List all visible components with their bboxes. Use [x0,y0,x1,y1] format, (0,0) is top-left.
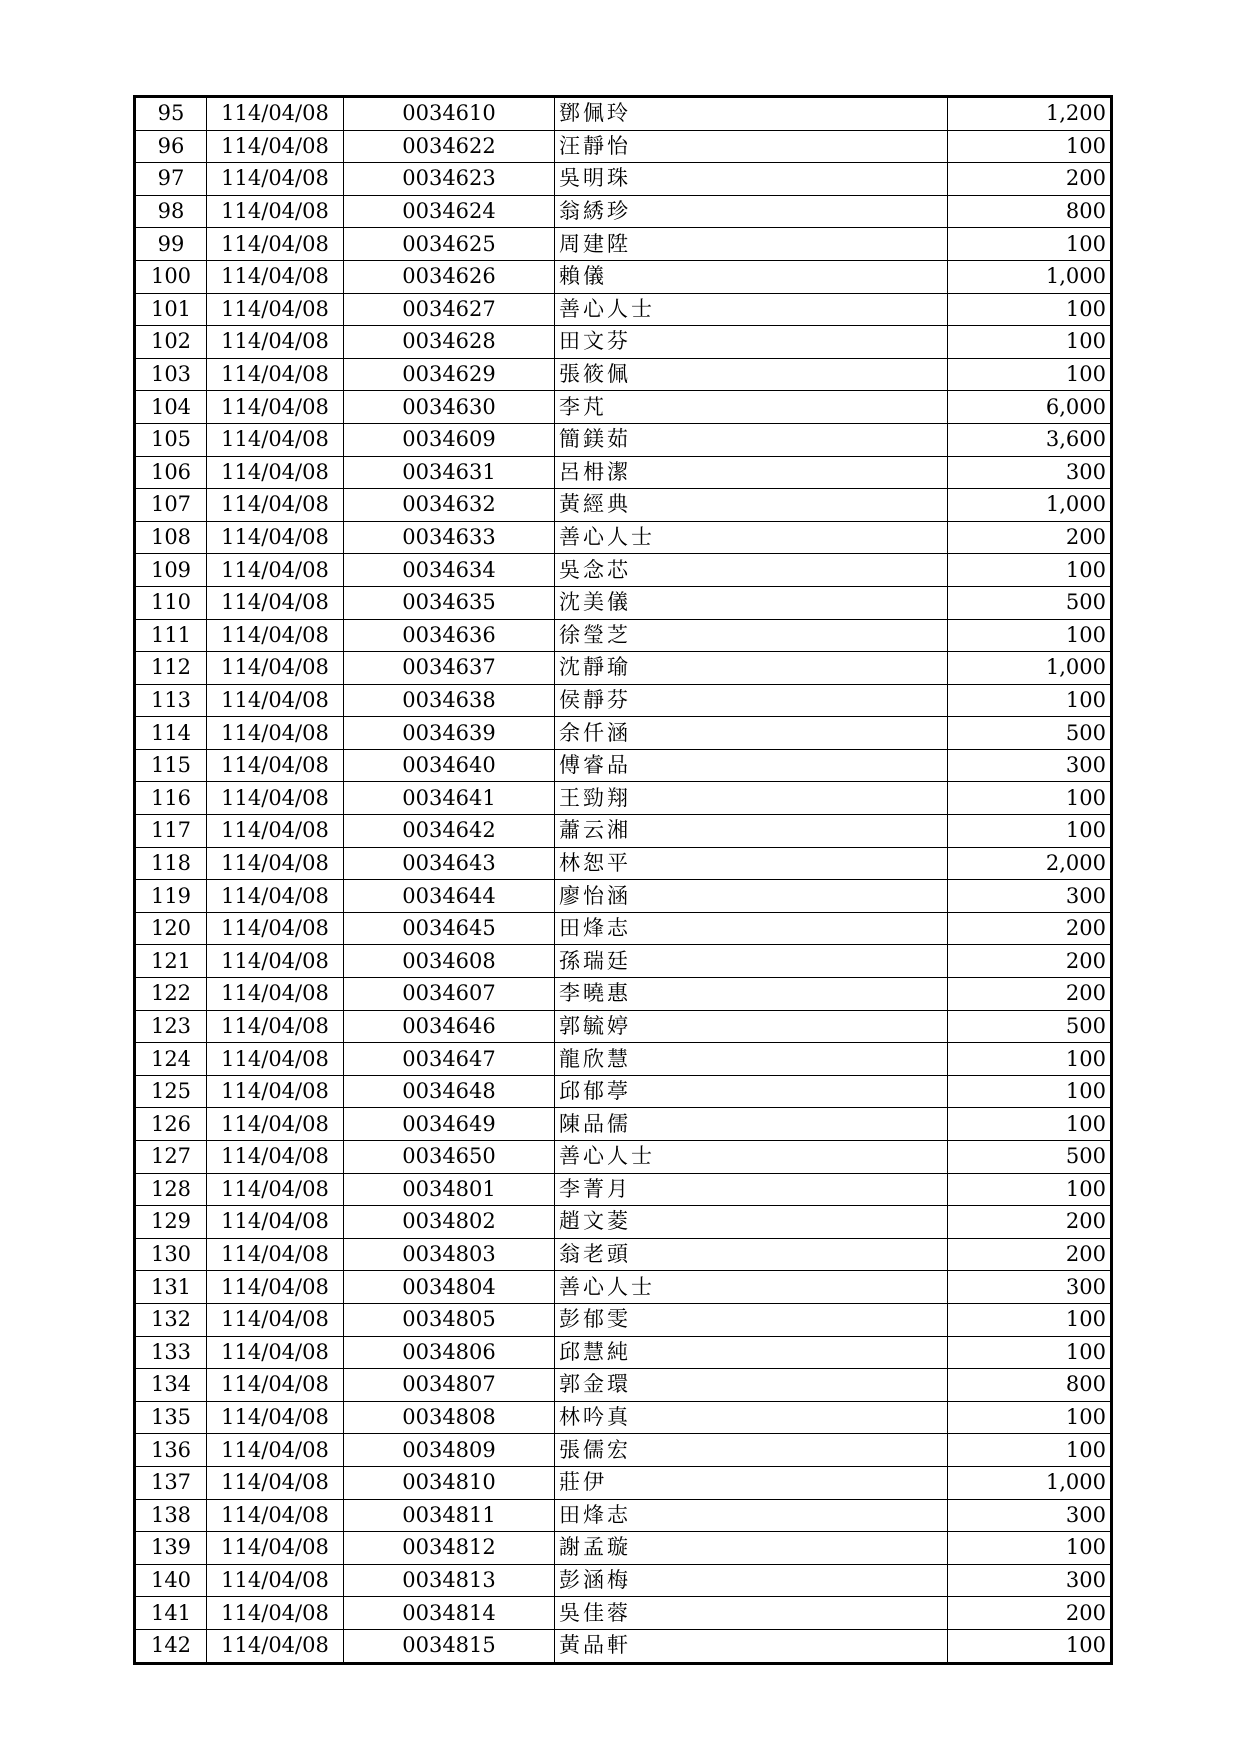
receipt-number: 0034636 [344,619,555,652]
donor-name: 趙文菱 [555,1206,948,1239]
row-number: 136 [135,1434,207,1467]
table-row [135,684,1112,717]
donation-amount: 1,200 [948,97,1112,131]
donation-date: 114/04/08 [207,978,344,1011]
table-row [135,1206,1112,1239]
row-number: 119 [135,880,207,913]
receipt-number: 0034640 [344,749,555,782]
donation-amount: 200 [948,945,1112,978]
receipt-number: 0034813 [344,1564,555,1597]
donor-name: 林吟真 [555,1401,948,1434]
donation-amount: 100 [948,815,1112,848]
row-number: 113 [135,684,207,717]
donation-date: 114/04/08 [207,1336,344,1369]
donation-amount: 1,000 [948,1466,1112,1499]
receipt-number: 0034646 [344,1010,555,1043]
donor-name: 蕭云湘 [555,815,948,848]
donation-date: 114/04/08 [207,1434,344,1467]
donation-amount: 1,000 [948,489,1112,522]
receipt-number: 0034648 [344,1075,555,1108]
donor-name: 郭毓婷 [555,1010,948,1043]
donation-amount: 300 [948,749,1112,782]
donation-amount: 100 [948,782,1112,815]
donation-date: 114/04/08 [207,782,344,815]
donor-name: 彭涵梅 [555,1564,948,1597]
donation-date: 114/04/08 [207,521,344,554]
donation-amount: 300 [948,1564,1112,1597]
donation-amount: 100 [948,228,1112,261]
donation-date: 114/04/08 [207,554,344,587]
donation-amount: 1,000 [948,260,1112,293]
donor-name: 郭金環 [555,1369,948,1402]
receipt-number: 0034637 [344,652,555,685]
receipt-number: 0034801 [344,1173,555,1206]
donation-date: 114/04/08 [207,847,344,880]
donation-date: 114/04/08 [207,749,344,782]
receipt-number: 0034650 [344,1141,555,1174]
row-number: 127 [135,1141,207,1174]
donation-amount: 300 [948,1271,1112,1304]
donor-name: 田文芬 [555,326,948,359]
donation-amount: 800 [948,1369,1112,1402]
donation-amount: 100 [948,1401,1112,1434]
table-row [135,978,1112,1011]
donation-date: 114/04/08 [207,260,344,293]
donation-date: 114/04/08 [207,1173,344,1206]
donor-name: 善心人士 [555,1271,948,1304]
donation-amount: 100 [948,1043,1112,1076]
receipt-number: 0034632 [344,489,555,522]
row-number: 104 [135,391,207,424]
donor-name: 彭郁雯 [555,1303,948,1336]
row-number: 141 [135,1597,207,1630]
donation-amount: 2,000 [948,847,1112,880]
table-row [135,1303,1112,1336]
receipt-number: 0034639 [344,717,555,750]
table-row [135,880,1112,913]
receipt-number: 0034630 [344,391,555,424]
donation-amount: 500 [948,1141,1112,1174]
row-number: 95 [135,97,207,131]
row-number: 138 [135,1499,207,1532]
receipt-number: 0034804 [344,1271,555,1304]
donation-date: 114/04/08 [207,423,344,456]
receipt-number: 0034635 [344,586,555,619]
donor-name: 吳明珠 [555,163,948,196]
table-row [135,521,1112,554]
table-row [135,717,1112,750]
donation-amount: 200 [948,521,1112,554]
table-row [135,912,1112,945]
donation-amount: 200 [948,1238,1112,1271]
table-row [135,456,1112,489]
row-number: 101 [135,293,207,326]
table-row [135,358,1112,391]
receipt-number: 0034607 [344,978,555,1011]
donor-name: 張筱佩 [555,358,948,391]
row-number: 98 [135,195,207,228]
table-row [135,423,1112,456]
table-row [135,326,1112,359]
donation-date: 114/04/08 [207,1303,344,1336]
receipt-number: 0034649 [344,1108,555,1141]
row-number: 116 [135,782,207,815]
donation-date: 114/04/08 [207,1238,344,1271]
donation-table-body [135,97,1112,1664]
donation-amount: 100 [948,326,1112,359]
donation-date: 114/04/08 [207,358,344,391]
donor-name: 李曉惠 [555,978,948,1011]
table-row [135,1336,1112,1369]
receipt-number: 0034631 [344,456,555,489]
donation-date: 114/04/08 [207,163,344,196]
donor-name: 鄧佩玲 [555,97,948,131]
table-row [135,782,1112,815]
table-row [135,619,1112,652]
donor-name: 善心人士 [555,521,948,554]
table-row [135,1108,1112,1141]
row-number: 114 [135,717,207,750]
table-row [135,97,1112,131]
table-row [135,1597,1112,1630]
table-row [135,260,1112,293]
row-number: 130 [135,1238,207,1271]
donation-amount: 300 [948,456,1112,489]
donation-date: 114/04/08 [207,293,344,326]
receipt-number: 0034625 [344,228,555,261]
table-row [135,1075,1112,1108]
donor-name: 善心人士 [555,1141,948,1174]
donation-date: 114/04/08 [207,1564,344,1597]
donation-date: 114/04/08 [207,945,344,978]
donation-amount: 100 [948,1434,1112,1467]
row-number: 132 [135,1303,207,1336]
donation-date: 114/04/08 [207,391,344,424]
donation-date: 114/04/08 [207,1401,344,1434]
donation-table [133,95,1113,1665]
donation-amount: 200 [948,1597,1112,1630]
table-row [135,1369,1112,1402]
row-number: 118 [135,847,207,880]
row-number: 134 [135,1369,207,1402]
donor-name: 吳佳蓉 [555,1597,948,1630]
donor-name: 王勁翔 [555,782,948,815]
donation-date: 114/04/08 [207,228,344,261]
receipt-number: 0034610 [344,97,555,131]
row-number: 109 [135,554,207,587]
donation-date: 114/04/08 [207,652,344,685]
receipt-number: 0034638 [344,684,555,717]
donation-amount: 500 [948,586,1112,619]
donation-date: 114/04/08 [207,880,344,913]
donor-name: 龍欣慧 [555,1043,948,1076]
donation-amount: 3,600 [948,423,1112,456]
donation-date: 114/04/08 [207,1043,344,1076]
donor-name: 沈美儀 [555,586,948,619]
receipt-number: 0034802 [344,1206,555,1239]
receipt-number: 0034808 [344,1401,555,1434]
donor-name: 張儒宏 [555,1434,948,1467]
row-number: 128 [135,1173,207,1206]
donor-name: 周建陞 [555,228,948,261]
donation-date: 114/04/08 [207,130,344,163]
donation-amount: 100 [948,554,1112,587]
donation-date: 114/04/08 [207,97,344,131]
row-number: 102 [135,326,207,359]
donor-name: 賴儀 [555,260,948,293]
row-number: 106 [135,456,207,489]
donor-name: 李菁月 [555,1173,948,1206]
donation-amount: 100 [948,293,1112,326]
donation-ledger-page [133,95,1110,1665]
donation-date: 114/04/08 [207,1206,344,1239]
row-number: 137 [135,1466,207,1499]
donation-amount: 200 [948,163,1112,196]
donation-date: 114/04/08 [207,1141,344,1174]
donation-date: 114/04/08 [207,815,344,848]
donation-date: 114/04/08 [207,489,344,522]
receipt-number: 0034811 [344,1499,555,1532]
table-row [135,1401,1112,1434]
donation-amount: 300 [948,1499,1112,1532]
row-number: 133 [135,1336,207,1369]
donation-amount: 800 [948,195,1112,228]
row-number: 123 [135,1010,207,1043]
receipt-number: 0034645 [344,912,555,945]
row-number: 108 [135,521,207,554]
donation-date: 114/04/08 [207,1597,344,1630]
table-row [135,293,1112,326]
donor-name: 余仟涵 [555,717,948,750]
receipt-number: 0034634 [344,554,555,587]
row-number: 107 [135,489,207,522]
row-number: 96 [135,130,207,163]
receipt-number: 0034814 [344,1597,555,1630]
donor-name: 黃品軒 [555,1629,948,1663]
donor-name: 邱慧純 [555,1336,948,1369]
donation-date: 114/04/08 [207,1369,344,1402]
receipt-number: 0034644 [344,880,555,913]
donation-amount: 500 [948,1010,1112,1043]
donor-name: 黃經典 [555,489,948,522]
donation-date: 114/04/08 [207,326,344,359]
donor-name: 簡鎂茹 [555,423,948,456]
row-number: 105 [135,423,207,456]
row-number: 135 [135,1401,207,1434]
table-row [135,163,1112,196]
donation-date: 114/04/08 [207,912,344,945]
receipt-number: 0034641 [344,782,555,815]
receipt-number: 0034807 [344,1369,555,1402]
donor-name: 孫瑞廷 [555,945,948,978]
donor-name: 吳念芯 [555,554,948,587]
row-number: 97 [135,163,207,196]
donation-date: 114/04/08 [207,1499,344,1532]
donor-name: 莊伊 [555,1466,948,1499]
receipt-number: 0034806 [344,1336,555,1369]
receipt-number: 0034609 [344,423,555,456]
row-number: 121 [135,945,207,978]
row-number: 115 [135,749,207,782]
table-row [135,652,1112,685]
receipt-number: 0034633 [344,521,555,554]
donation-amount: 100 [948,130,1112,163]
receipt-number: 0034643 [344,847,555,880]
receipt-number: 0034622 [344,130,555,163]
donor-name: 汪靜怡 [555,130,948,163]
table-row [135,489,1112,522]
donation-amount: 100 [948,1075,1112,1108]
row-number: 129 [135,1206,207,1239]
table-row [135,1532,1112,1565]
donor-name: 田烽志 [555,912,948,945]
donation-date: 114/04/08 [207,1466,344,1499]
donation-date: 114/04/08 [207,684,344,717]
receipt-number: 0034809 [344,1434,555,1467]
table-row [135,847,1112,880]
table-row [135,1238,1112,1271]
row-number: 110 [135,586,207,619]
receipt-number: 0034803 [344,1238,555,1271]
row-number: 124 [135,1043,207,1076]
row-number: 112 [135,652,207,685]
row-number: 126 [135,1108,207,1141]
table-row [135,554,1112,587]
donor-name: 田烽志 [555,1499,948,1532]
row-number: 111 [135,619,207,652]
table-row [135,945,1112,978]
receipt-number: 0034628 [344,326,555,359]
table-row [135,1271,1112,1304]
donor-name: 呂枏潔 [555,456,948,489]
donor-name: 翁綉珍 [555,195,948,228]
donation-amount: 200 [948,912,1112,945]
donation-amount: 1,000 [948,652,1112,685]
table-row [135,195,1112,228]
row-number: 140 [135,1564,207,1597]
donor-name: 徐瑩芝 [555,619,948,652]
donation-date: 114/04/08 [207,717,344,750]
donation-amount: 100 [948,1336,1112,1369]
receipt-number: 0034623 [344,163,555,196]
receipt-number: 0034642 [344,815,555,848]
receipt-number: 0034812 [344,1532,555,1565]
receipt-number: 0034629 [344,358,555,391]
table-row [135,1141,1112,1174]
donation-amount: 100 [948,358,1112,391]
donation-amount: 100 [948,1108,1112,1141]
table-row [135,1629,1112,1663]
donation-date: 114/04/08 [207,456,344,489]
receipt-number: 0034624 [344,195,555,228]
table-row [135,391,1112,424]
donation-amount: 6,000 [948,391,1112,424]
receipt-number: 0034608 [344,945,555,978]
donor-name: 李芃 [555,391,948,424]
receipt-number: 0034626 [344,260,555,293]
donation-date: 114/04/08 [207,586,344,619]
donor-name: 沈靜瑜 [555,652,948,685]
table-row [135,749,1112,782]
donation-date: 114/04/08 [207,619,344,652]
donor-name: 邱郁葶 [555,1075,948,1108]
donation-date: 114/04/08 [207,1629,344,1663]
table-row [135,1466,1112,1499]
donation-date: 114/04/08 [207,1108,344,1141]
donation-amount: 100 [948,1532,1112,1565]
row-number: 131 [135,1271,207,1304]
table-row [135,1173,1112,1206]
table-row [135,1010,1112,1043]
donor-name: 謝孟璇 [555,1532,948,1565]
donor-name: 侯靜芬 [555,684,948,717]
donor-name: 林恕平 [555,847,948,880]
receipt-number: 0034627 [344,293,555,326]
donor-name: 陳品儒 [555,1108,948,1141]
donor-name: 廖怡涵 [555,880,948,913]
donation-amount: 200 [948,978,1112,1011]
row-number: 120 [135,912,207,945]
receipt-number: 0034805 [344,1303,555,1336]
donation-amount: 500 [948,717,1112,750]
donation-amount: 100 [948,1629,1112,1663]
donation-date: 114/04/08 [207,195,344,228]
row-number: 99 [135,228,207,261]
row-number: 117 [135,815,207,848]
table-row [135,1043,1112,1076]
donation-date: 114/04/08 [207,1010,344,1043]
donation-date: 114/04/08 [207,1075,344,1108]
receipt-number: 0034815 [344,1629,555,1663]
donation-amount: 100 [948,1173,1112,1206]
table-row [135,586,1112,619]
table-row [135,228,1112,261]
receipt-number: 0034810 [344,1466,555,1499]
donation-amount: 100 [948,619,1112,652]
donation-amount: 200 [948,1206,1112,1239]
receipt-number: 0034647 [344,1043,555,1076]
row-number: 103 [135,358,207,391]
row-number: 122 [135,978,207,1011]
row-number: 125 [135,1075,207,1108]
row-number: 100 [135,260,207,293]
table-row [135,130,1112,163]
table-row [135,815,1112,848]
donation-amount: 300 [948,880,1112,913]
row-number: 139 [135,1532,207,1565]
donor-name: 傅睿品 [555,749,948,782]
donation-amount: 100 [948,684,1112,717]
table-row [135,1564,1112,1597]
donation-date: 114/04/08 [207,1271,344,1304]
table-row [135,1499,1112,1532]
row-number: 142 [135,1629,207,1663]
donor-name: 翁老頭 [555,1238,948,1271]
table-row [135,1434,1112,1467]
donor-name: 善心人士 [555,293,948,326]
donation-amount: 100 [948,1303,1112,1336]
donation-date: 114/04/08 [207,1532,344,1565]
